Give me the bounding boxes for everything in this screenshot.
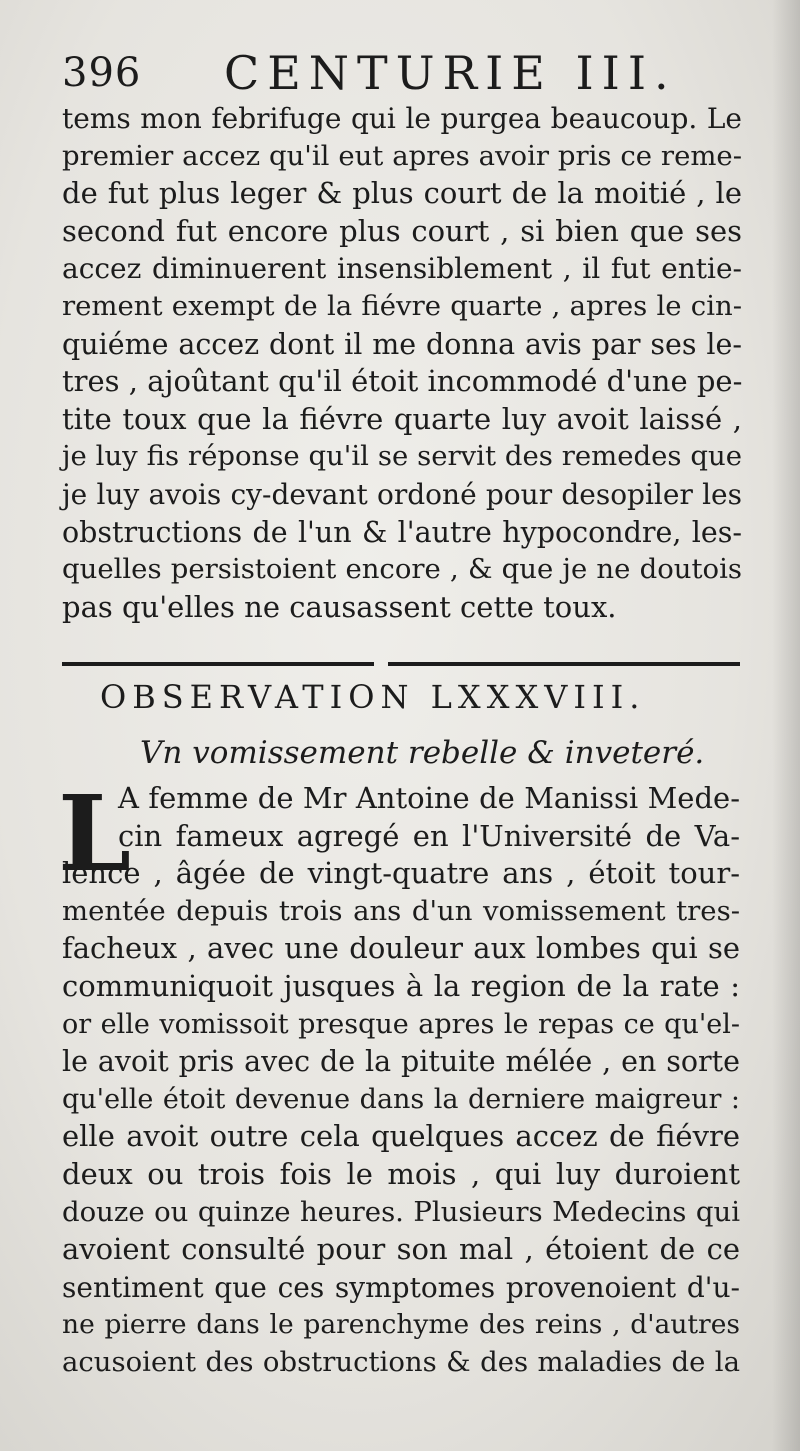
page-header	[62, 42, 752, 102]
text-line: deux ou trois fois le mois , qui luy duroient	[62, 1156, 740, 1191]
text-line: rement exempt de la fiévre quarte , apres le cin-	[62, 289, 742, 322]
running-head: CENTURIE III.	[224, 46, 677, 100]
observation-title: OBSERVATION LXXXVIII.	[100, 678, 646, 716]
text-line: cin fameux agregé en l'Université de Va-	[118, 818, 740, 853]
text-line: premier accez qu'il eut apres avoir pris ce reme-	[62, 139, 742, 172]
text-line: pas qu'elles ne causassent cette toux.	[62, 589, 617, 624]
text-line: avoient consulté pour son mal , étoient de ce	[62, 1232, 740, 1267]
text-line: tres , ajoûtant qu'il étoit incommodé d'une pe-	[62, 364, 743, 399]
section-divider	[62, 660, 740, 670]
observation-subtitle: Vn vomissement rebelle & inveteré.	[140, 735, 705, 771]
text-line: A femme de Mr Antoine de Manissi Mede-	[118, 781, 740, 815]
text-line: lence , âgée de vingt-quatre ans , étoit tour-	[62, 856, 740, 891]
text-line: de fut plus leger & plus court de la moitié , le	[62, 176, 742, 211]
text-line: accez diminuerent insensiblement , il fut entie-	[62, 252, 742, 286]
text-line: tems mon febrifuge qui le purgea beaucoup. Le	[62, 102, 742, 135]
text-line: sentiment que ces symptomes provenoient d'u-	[62, 1270, 740, 1304]
text-line: acusoient des obstructions & des maladies de la	[62, 1345, 740, 1378]
paragraph-continued	[62, 100, 742, 626]
observation-text	[62, 780, 740, 1382]
text-line: facheux , avec une douleur aux lombes qui se	[62, 931, 740, 966]
text-line: second fut encore plus court , si bien que ses	[62, 213, 742, 248]
text-line: ne pierre dans le parenchyme des reins , d'autres	[62, 1309, 740, 1341]
page-edge-shadow	[772, 0, 800, 1451]
divider-rule-left	[62, 662, 374, 666]
text-line: elle avoit outre cela quelques accez de fiévre	[62, 1119, 740, 1154]
text-line: qu'elle étoit devenue dans la derniere maigreur :	[62, 1083, 740, 1115]
text-line: tite toux que la fiévre quarte luy avoit laissé ,	[62, 401, 742, 436]
text-line: le avoit pris avec de la pituite mélée , en sorte	[62, 1045, 740, 1079]
drop-cap: L	[58, 772, 132, 895]
text-line: douze ou quinze heures. Plusieurs Medecins qui	[62, 1195, 740, 1228]
text-line: quelles persistoient encore , & que je ne doutois	[62, 553, 742, 586]
text-line: je luy avois cy-devant ordoné pour desopiler les	[62, 477, 742, 511]
text-line: je luy fis réponse qu'il se servit des remedes que	[62, 440, 742, 473]
text-line: or elle vomissoit presque apres le repas ce qu'el-	[62, 1008, 740, 1040]
text-line: communiquoit jusques à la region de la rate :	[62, 968, 740, 1003]
divider-rule-right	[388, 662, 740, 666]
text-line: quiéme accez dont il me donna avis par ses le-	[62, 327, 742, 361]
text-line: obstructions de l'un & l'autre hypocondre, les-	[62, 515, 742, 549]
text-line: mentée depuis trois ans d'un vomissement tres-	[62, 894, 740, 927]
page-number: 396	[62, 50, 142, 96]
